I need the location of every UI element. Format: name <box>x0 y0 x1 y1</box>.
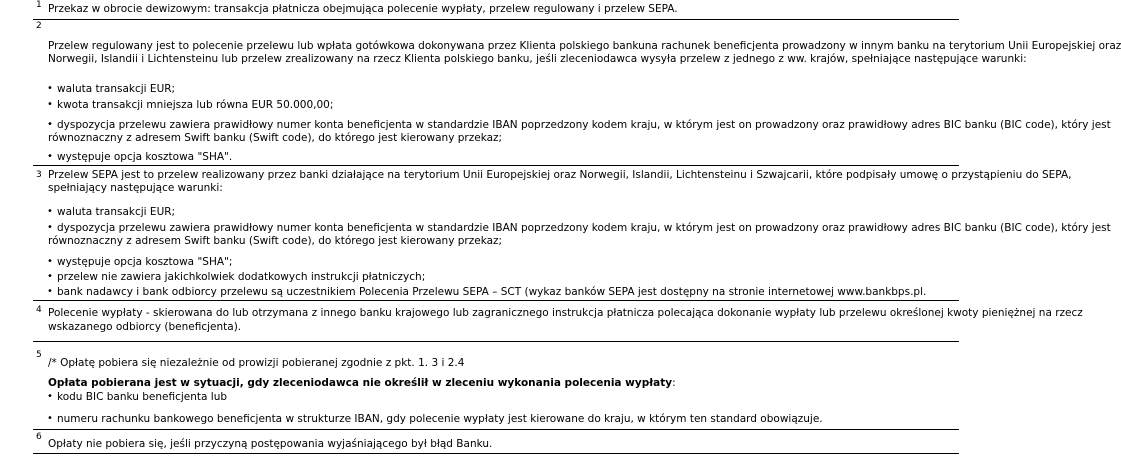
separator-3 <box>33 300 959 301</box>
separator-6 <box>33 453 959 454</box>
footnote-4-para-line1: Polecenie wypłaty - skierowana do lub otrzymana z innego banku krajowego lub zagranicznego instrukcja płatnicza polecająca dokonanie wypłaty lub przelewu określonej kwoty pieniężnej na rzecz <box>48 307 1083 319</box>
separator-5 <box>33 429 959 430</box>
footnote-2-bullet-1: • waluta transakcji EUR; <box>57 83 175 95</box>
footnote-1-number: 1 <box>36 0 42 10</box>
footnote-2-bullet-3-line1: • dyspozycja przelewu zawiera prawidłowy numer konta beneficjenta w standardzie IBAN poprzedzony kodem kraju, w którym jest on prowadzony oraz prawidłowy adres BIC banku (BIC code), który jest <box>57 119 1111 131</box>
footnote-3-bullet-3: • występuje opcja kosztowa "SHA"; <box>57 256 232 268</box>
footnote-5-line2-colon: : <box>672 377 676 389</box>
footnote-3-para-line2: spełniający następujące warunki: <box>48 182 223 194</box>
separator-2 <box>33 165 959 166</box>
footnote-3-bullet-4: • przelew nie zawiera jakichkolwiek dodatkowych instrukcji płatniczych; <box>57 271 425 283</box>
footnote-3-number: 3 <box>36 170 42 180</box>
footnote-3-bullet-1: • waluta transakcji EUR; <box>57 206 175 218</box>
footnote-2-para-line2: Norwegii, Islandii i Lichtensteinu lub przelew zrealizowany na rzecz Klienta polskiego banku, jeśli zleceniodawca wysyła przelew z jednego z ww. krajów, spełniające następujące warunki: <box>48 53 1027 65</box>
footnote-2-bullet-3-line2: równoznaczny z adresem Swift banku (Swift code), do którego jest kierowany przekaz; <box>48 132 503 144</box>
separator-4 <box>33 341 959 342</box>
footnote-6-number: 6 <box>36 432 42 442</box>
footnote-6-text: Opłaty nie pobiera się, jeśli przyczyną postępowania wyjaśniającego był błąd Banku. <box>48 438 493 450</box>
footnote-3-bullet-2-line1: • dyspozycja przelewu zawiera prawidłowy numer konta beneficjenta w standardzie IBAN poprzedzony kodem kraju, w którym jest on prowadzony oraz prawidłowy adres BIC banku (BIC code), który jest <box>57 222 1111 234</box>
footnote-2-bullet-2: • kwota transakcji mniejsza lub równa EUR 50.000,00; <box>57 99 333 111</box>
footnote-2-para-line1: Przelew regulowany jest to polecenie przelewu lub wpłata gotówkowa dokonywana przez Klienta polskiego bankuna rachunek beneficjenta prowadzony w innym banku na terytorium Unii Europejskiej oraz <box>48 40 1121 52</box>
footnote-3-bullet-2-line2: równoznaczny z adresem Swift banku (Swift code), do którego jest kierowany przekaz; <box>48 235 503 247</box>
footnote-1-text: Przekaz w obrocie dewizowym: transakcja płatnicza obejmująca polecenie wypłaty, przelew regulowany i przelew SEPA. <box>48 3 678 15</box>
footnote-5-line2-bold: Opłata pobierana jest w sytuacji, gdy zleceniodawca nie określił w zleceniu wykonania polecenia wypłaty <box>48 377 673 389</box>
footnote-2-bullet-4: • występuje opcja kosztowa "SHA". <box>57 151 232 163</box>
footnote-4-para-line2: wskazanego odbiorcy (beneficjenta). <box>48 321 242 333</box>
footnote-5-bullet-2: • numeru rachunku bankowego beneficjenta w strukturze IBAN, gdy polecenie wypłaty jest kierowane do kraju, w którym ten standard obowiązuje. <box>57 413 823 425</box>
footnote-5-number: 5 <box>36 350 42 360</box>
footnote-2-number: 2 <box>36 21 42 31</box>
footnote-3-bullet-5: • bank nadawcy i bank odbiorcy przelewu są uczestnikiem Polecenia Przelewu SEPA – SCT (wykaz banków SEPA jest dostępny na stronie internetowej www.bankbps.pl. <box>57 286 926 298</box>
separator-1 <box>33 19 959 20</box>
footnote-3-para-line1: Przelew SEPA jest to przelew realizowany przez banki działające na terytorium Unii Europejskiej oraz Norwegii, Islandii, Lichtensteinu i Szwajcarii, które podpisały umowę o przystąpieniu do SEPA, <box>48 169 1072 181</box>
footnote-4-number: 4 <box>36 305 42 315</box>
footnote-5-line2 <box>48 377 676 389</box>
footnote-5-line1: /* Opłatę pobiera się niezależnie od prowizji pobieranej zgodnie z pkt. 1. 3 i 2.4 <box>48 357 465 369</box>
footnote-5-bullet-1: • kodu BIC banku beneficjenta lub <box>57 391 227 403</box>
